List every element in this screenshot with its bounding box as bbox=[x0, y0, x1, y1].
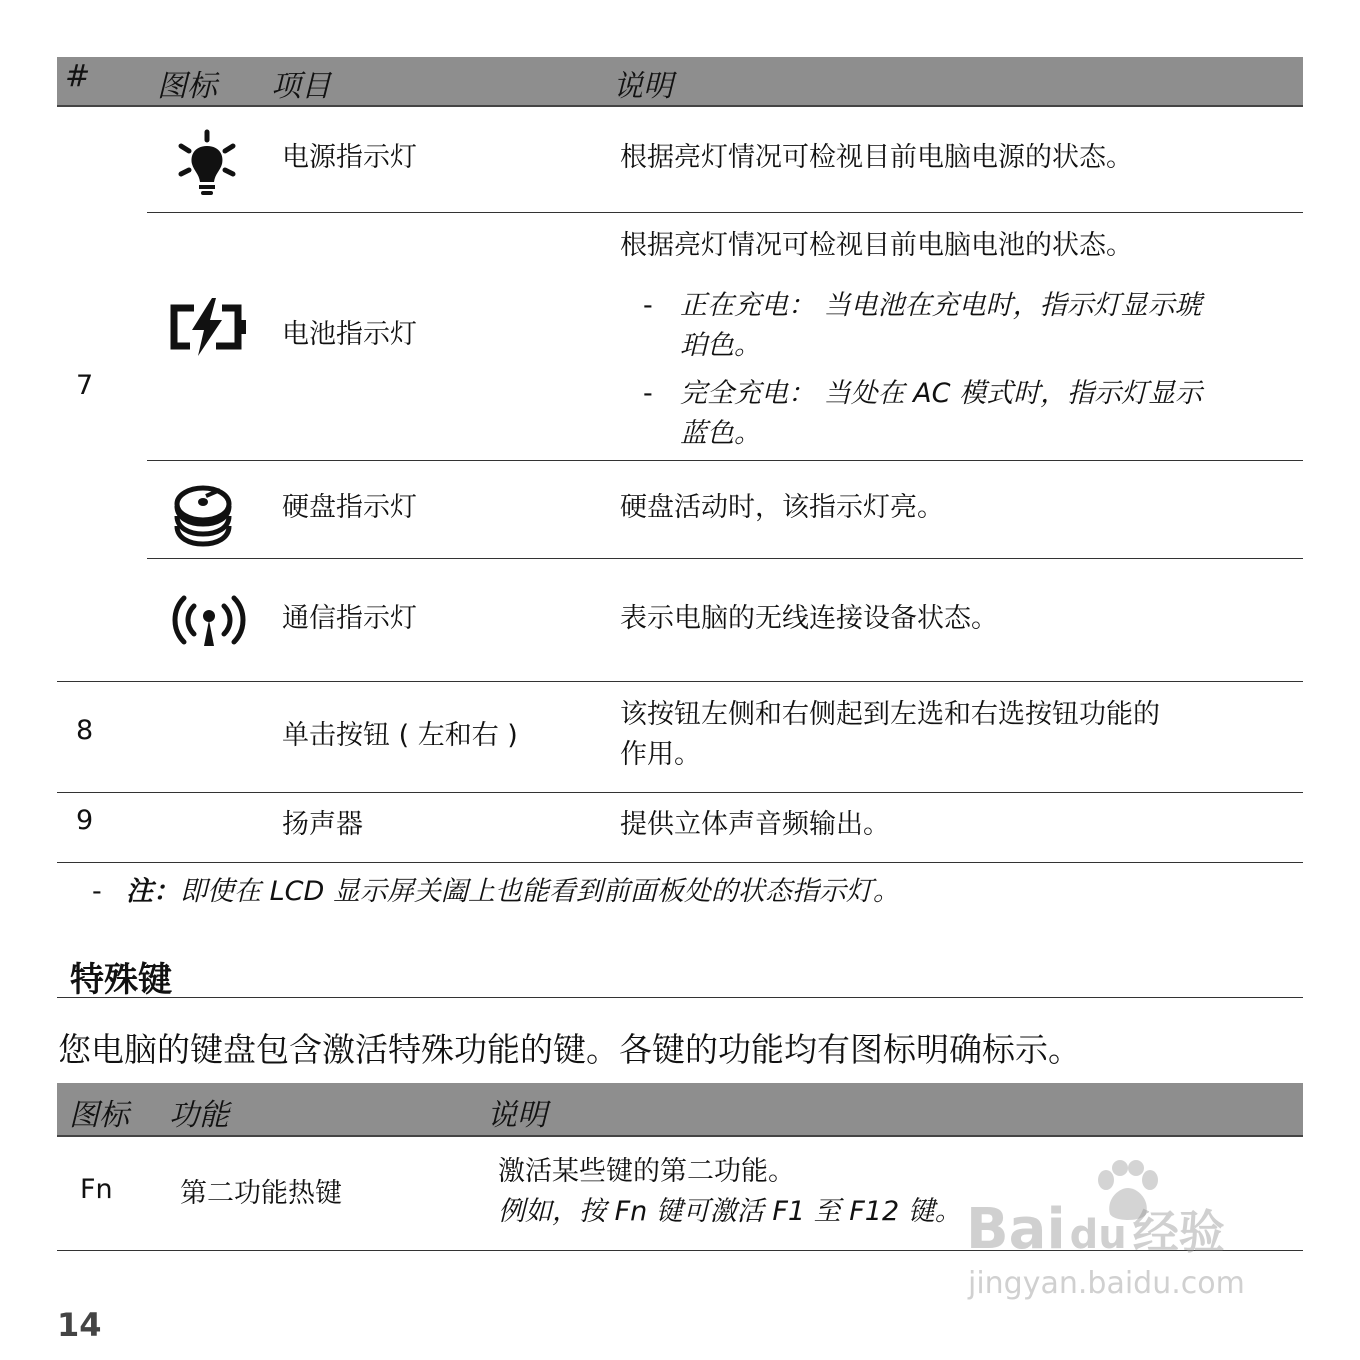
row-number-9: 9 bbox=[76, 805, 94, 836]
desc-fn-line1: 激活某些键的第二功能。 bbox=[498, 1156, 795, 1187]
desc-comm-indicator: 表示电脑的无线连接设备状态。 bbox=[620, 603, 998, 634]
bullet-full-line1: 完全充电： 当处在 AC 模式时，指示灯显示 bbox=[680, 378, 1203, 409]
battery-charge-icon bbox=[168, 298, 248, 356]
item-click-buttons: 单击按钮 ( 左和右 ) bbox=[282, 720, 518, 751]
row-divider bbox=[147, 212, 1303, 213]
section-intro: 您电脑的键盘包含激活特殊功能的键。各键的功能均有图标明确标示。 bbox=[58, 1030, 1081, 1069]
section-rule bbox=[57, 997, 1303, 998]
page-number: 14 bbox=[57, 1306, 102, 1344]
item-comm-indicator: 通信指示灯 bbox=[282, 603, 417, 634]
table-bottom-border bbox=[57, 862, 1303, 863]
fn-key-icon: Fn bbox=[80, 1174, 113, 1205]
note-body: 即使在 LCD 显示屏关阖上也能看到前面板处的状态指示灯。 bbox=[180, 876, 900, 907]
desc-click-buttons-line2: 作用。 bbox=[620, 739, 701, 770]
watermark-cn: 经验 bbox=[1132, 1205, 1225, 1259]
table1-header bbox=[57, 57, 1303, 107]
item-power-indicator: 电源指示灯 bbox=[282, 142, 417, 173]
bullet-dash: - bbox=[643, 378, 653, 409]
bullet-full-line2: 蓝色。 bbox=[680, 418, 761, 449]
bulb-icon bbox=[176, 130, 238, 198]
desc-click-buttons-line1: 该按钮左侧和右侧起到左选和右选按钮功能的 bbox=[620, 699, 1160, 730]
note-text bbox=[126, 874, 900, 910]
item-battery-indicator: 电池指示灯 bbox=[282, 319, 417, 350]
watermark-du: du bbox=[1069, 1212, 1127, 1258]
desc-power-indicator: 根据亮灯情况可检视目前电脑电源的状态。 bbox=[620, 142, 1133, 173]
wireless-icon bbox=[170, 592, 248, 648]
hard-disk-icon bbox=[172, 484, 234, 548]
bullet-dash: - bbox=[643, 290, 653, 321]
note-label: 注： bbox=[126, 876, 180, 907]
row-number-7: 7 bbox=[76, 370, 94, 401]
header2-icon: 图标 bbox=[69, 1098, 129, 1133]
row-divider bbox=[147, 460, 1303, 461]
watermark-bai: Bai bbox=[966, 1197, 1066, 1262]
row-divider bbox=[57, 681, 1303, 682]
row-number-8: 8 bbox=[76, 715, 94, 746]
row-divider bbox=[147, 558, 1303, 559]
watermark-url: jingyan.baidu.com bbox=[968, 1266, 1245, 1301]
desc-fn-line2: 例如，按 Fn 键可激活 F1 至 F12 键。 bbox=[498, 1196, 962, 1227]
header2-desc: 说明 bbox=[487, 1098, 547, 1133]
bullet-charging-line1: 正在充电： 当电池在充电时，指示灯显示琥 bbox=[680, 290, 1202, 321]
desc-speakers: 提供立体声音频输出。 bbox=[620, 809, 890, 840]
item-hdd-indicator: 硬盘指示灯 bbox=[282, 492, 417, 523]
section-title: 特殊键 bbox=[70, 960, 172, 1000]
desc-hdd-indicator: 硬盘活动时，该指示灯亮。 bbox=[620, 492, 944, 523]
header-desc: 说明 bbox=[613, 69, 673, 104]
bullet-charging-line2: 珀色。 bbox=[680, 330, 761, 361]
table2-header bbox=[57, 1083, 1303, 1137]
header2-func: 功能 bbox=[169, 1098, 229, 1133]
row-divider bbox=[57, 792, 1303, 793]
func-second-hotkey: 第二功能热键 bbox=[180, 1178, 342, 1209]
header-icon: 图标 bbox=[157, 69, 217, 104]
header-num: # bbox=[65, 59, 91, 94]
note-dash: - bbox=[92, 876, 102, 907]
header-item: 项目 bbox=[271, 69, 331, 104]
watermark-brand bbox=[966, 1196, 1225, 1262]
desc-battery-indicator: 根据亮灯情况可检视目前电脑电池的状态。 bbox=[620, 230, 1133, 261]
item-speakers: 扬声器 bbox=[282, 809, 363, 840]
